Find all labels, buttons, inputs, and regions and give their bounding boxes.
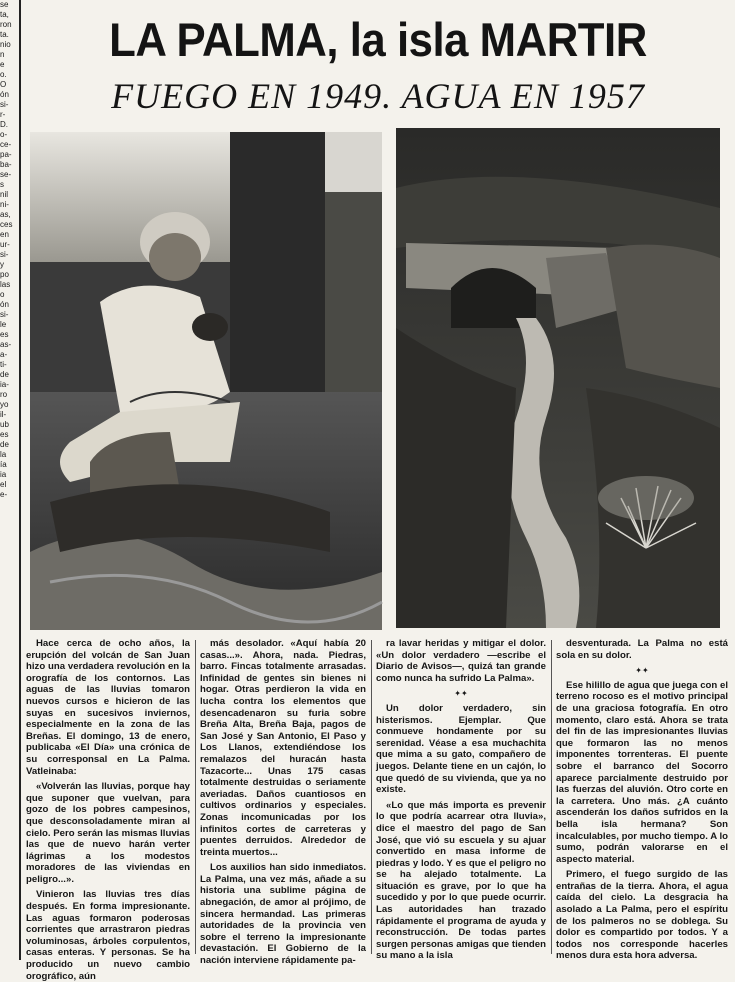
column-rule — [551, 640, 552, 954]
article-paragraph: ra lavar heridas y mitigar el dolor. «Un dolor verdadero —escribe el Diario de Avisos—, quizá tan grande como nunca ha sufrido La Palma». — [376, 638, 546, 684]
margin-fragment: nil — [0, 190, 9, 199]
headline: LA PALMA, la isla MARTIR — [109, 13, 647, 66]
margin-fragment: si- — [0, 100, 9, 109]
section-separator: ✦✦ — [454, 689, 468, 699]
margin-fragment: si- — [0, 310, 9, 319]
margin-fragment: yo — [0, 400, 9, 409]
margin-fragment: ce- — [0, 140, 12, 149]
margin-fragment: e- — [0, 490, 8, 499]
article-paragraph: desventurada. La Palma no está sola en su dolor. — [556, 638, 728, 661]
margin-fragment: O — [0, 80, 7, 89]
margin-fragment: es — [0, 330, 9, 339]
article-paragraph: «Volverán las lluvias, porque hay que suponer que vuelvan, para gozo de los pobres campesinos, que desconsoladamente miran al cielo. Pero serán las mismas lluvias las que de nuevo harán verter lágrimas a los modestos moradores de las viviendas en peligro...». — [26, 781, 190, 885]
margin-fragment: ía — [0, 460, 7, 469]
column-rule — [371, 640, 372, 954]
margin-fragment: el — [0, 480, 7, 489]
text-column-4 — [556, 638, 729, 962]
margin-fragment: la — [0, 450, 7, 459]
margin-fragment: o. — [0, 70, 7, 79]
subheadline: FUEGO EN 1949. AGUA EN 1957 — [111, 76, 645, 116]
margin-fragment: e — [0, 60, 5, 69]
text-column-1 — [26, 638, 190, 982]
margin-fragment: de — [0, 370, 9, 379]
margin-fragment: ta, — [0, 10, 9, 19]
margin-fragment: as, — [0, 210, 11, 219]
margin-fragment: se- — [0, 170, 12, 179]
article-paragraph: Un dolor verdadero, sin histerismos. Ejemplar. Que conmueve hondamente por su serenidad. Véase a esa muchachita que mima a su gato, compañero de juegos. Delante tiene en un cajón, lo que quedó de su vivienda, que ya no existe. — [376, 702, 546, 796]
margin-fragment: las — [0, 280, 11, 289]
margin-fragment: le — [0, 320, 7, 329]
margin-fragment: si- — [0, 250, 9, 259]
margin-fragment: es — [0, 430, 9, 439]
margin-fragment: ces — [0, 220, 13, 229]
margin-fragment: en — [0, 230, 9, 239]
article-paragraph: Hace cerca de ocho años, la erupción del volcán de San Juan hizo una verdadera revolución en la orografía de los contornos. Las aguas de las lluvias tomaron nuevos cursos e hicieron de las suyas en sucesivos inviernos, especialmente en la zona de las Breñas. El domingo, 13 de enero, publicaba «El Día» una crónica de su corresponsal en La Palma. Vatleinaba: — [26, 638, 190, 777]
margin-fragment: s — [0, 180, 4, 189]
margin-fragment: il- — [0, 410, 7, 419]
margin-fragment: r- — [0, 110, 6, 119]
margin-fragment: de — [0, 440, 9, 449]
text-column-3 — [376, 638, 546, 962]
margin-fragment: nio — [0, 40, 11, 49]
margin-fragment: ron — [0, 20, 12, 29]
margin-fragment: a- — [0, 350, 8, 359]
margin-fragment: ub — [0, 420, 9, 429]
margin-fragment: ur- — [0, 240, 10, 249]
article-paragraph: Ese hilillo de agua que juega con el terreno rocoso es el motivo principal de una graciosa fotografía. En otro momento, claro está. Ahora se trata del fin de las impresionantes lluvias que formaron las no menos imponentes torrenteras. El puente sobre el barranco del Socorro aparece parcialmente destruido por las fuerzas del aluvión. Otro corte en la carretera. Uno más. ¿A cuánto ascenderán los daños sufridos en la bella isla hermana? Son incalculables, por mucho tiempo. A lo sumo, podrán valorarse en el aspecto material. — [556, 679, 729, 865]
article-paragraph: más desolador. «Aquí había 20 casas...». Ahora, nada. Piedras, barro. Fincas totalmente arrasadas. Infinidad de gentes sin bienes ni hogar. Otras perdieron la vida en lucha contra los elementos que desencadenaron su furia sobre Breña Alta, Breña Baja, pagos de San José y San Antonio, El Paso y Los Llanos, extendiéndose los remalazos del huracán hasta Tazacorte... Unas 175 casas totalmente destruidas o seriamente averiadas. Daños cuantiosos en cultivos ordinarios y especiales. Zonas incomunicadas por los infinitos cortes de carreteras y puentes derruidos. Alrededor de treinta muertos... — [200, 638, 366, 858]
margin-fragment: as- — [0, 340, 12, 349]
margin-fragment: ia — [0, 470, 7, 479]
article-paragraph: Los auxilios han sido inmediatos. La Palma, una vez más, añade a su historia una sublime página de abnegación, de amor al prójimo, de sincera hermandad. Las primeras autoridades de la provincia ven sobre el terreno la impresionante devastación. El Gobierno de la nación interviene rápidamente pa- — [200, 862, 366, 967]
column-rule — [195, 640, 196, 954]
margin-fragment: se — [0, 0, 9, 9]
margin-fragment: ro — [0, 390, 8, 399]
margin-fragment: ba- — [0, 160, 12, 169]
article-paragraph: Primero, el fuego surgido de las entrañas de la tierra. Ahora, el agua caída del cielo. La desgracia ha asolado a La Palma, pero el espíritu de los palmeros no se doblega. Su dolor es compartido por todos. Y a todos nos corresponde hacerles menos dura esta hora adversa. — [556, 869, 728, 962]
margin-fragment: ni- — [0, 200, 9, 209]
section-separator: ✦✦ — [635, 666, 649, 676]
margin-fragment: po — [0, 270, 9, 279]
text-column-2 — [200, 638, 366, 967]
margin-fragment: y — [0, 260, 4, 269]
margin-rule — [19, 0, 21, 960]
margin-fragment: o- — [0, 130, 8, 139]
margin-fragment: ti- — [0, 360, 7, 369]
margin-fragment: ia- — [0, 380, 9, 389]
margin-fragment: n — [0, 50, 5, 59]
adjacent-column-fragment — [0, 0, 18, 960]
margin-fragment: ón — [0, 90, 9, 99]
margin-fragment: ón — [0, 300, 9, 309]
photo-girl-with-cat — [30, 132, 382, 630]
article-paragraph: «Lo que más importa es prevenir lo que podría acarrear otra lluvia», dice el maestro del pago de San José, que vió su escuela y su ajuar convertido en masa informe de piedras y lodo. Y es que el peligro no se ha alejado totalmente. La situación es grave, por lo que ha sucedido y por lo que puede ocurrir. Las autoridades han trazado rápidamente el programa de ayuda y reconstrucción. De todas partes surgen personas amigas que tienden su mano a la isla — [376, 799, 546, 962]
article-paragraph: Vinieron las lluvias tres días después. En forma impresionante. Las aguas formaron poderosas corrientes que arrastraron piedras voluminosas, árboles corpulentos, casas enteras. Y personas. Se ha producido un nuevo cambio orográfico, aún — [26, 889, 190, 982]
photo-broken-bridge — [396, 128, 720, 628]
margin-fragment: o — [0, 290, 5, 299]
margin-fragment: D. — [0, 120, 8, 129]
margin-fragment: pa- — [0, 150, 12, 159]
margin-fragment: ta. — [0, 30, 9, 39]
